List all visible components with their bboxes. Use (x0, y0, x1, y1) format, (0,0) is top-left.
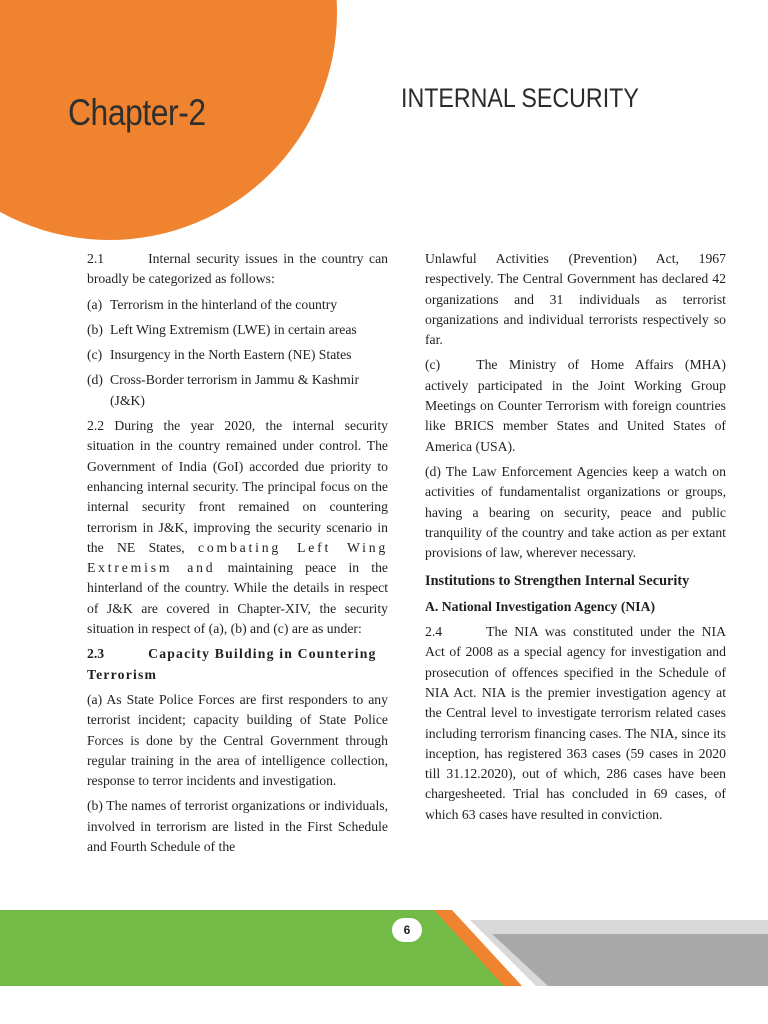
list-text: Left Wing Extremism (LWE) in certain areas (110, 321, 357, 337)
list-item (87, 295, 388, 315)
paragraph-2-2 (87, 416, 388, 639)
right-column (425, 249, 726, 830)
paragraph-d: (d) The Law Enforcement Agencies keep a watch on activities of fundamentalist organizations or groups, having a bearing on security, peace and public tranquility of the country and take action as per extant provisions of law, wherever necessary. (425, 463, 726, 561)
subsection-heading-nia: A. National Investigation Agency (NIA) (425, 598, 656, 614)
list-item (87, 345, 388, 365)
page-number: 6 (392, 918, 422, 942)
paragraph-2-1 (87, 249, 388, 290)
para-marker: (c) (425, 357, 441, 373)
para-text-spaced: combating Left Wing Extremism and (87, 539, 389, 576)
list-text: Terrorism in the hinterland of the country (110, 296, 338, 312)
list-item (87, 320, 388, 340)
list-marker: (d) (87, 372, 103, 388)
chapter-title: INTERNAL SECURITY (401, 83, 639, 113)
section-heading-2-3 (87, 644, 388, 685)
paragraph-c (425, 355, 726, 456)
list-text: Cross-Border terrorism in Jammu & Kashmir (J&K) (110, 372, 360, 408)
para-text: maintaining peace in the hinterland of the country. While the details in respect of J&K are covered in Chapter-XIV, the security situation in respect of (a), (b) and (c) are as under: (87, 560, 388, 637)
list-marker: (b) (87, 321, 103, 337)
page-bottom-margin (0, 986, 768, 1024)
list-text: Insurgency in the North Eastern (NE) States (110, 347, 352, 363)
para-text: The NIA was constituted under the NIA Act of 2008 as a special agency for investigation and prosecution of offences specified in the Schedule of NIA Act. NIA is the premier investigation agency at the Central level to investigate terrorism related cases including terrorism financing cases. The NIA, since its inception, has registered 363 cases (59 cases in 2020 till 31.12.2020), out of which, 286 cases have been chargesheeted. Trial has concluded in 69 cases, of which 63 cases have resulted in conviction. (425, 624, 726, 822)
list-marker: (a) (87, 296, 103, 312)
para-number: 2.1 (87, 251, 105, 266)
para-number: 2.4 (425, 624, 443, 640)
section-heading-institutions: Institutions to Strengthen Internal Security (425, 573, 690, 590)
list-marker: (c) (87, 347, 103, 363)
para-text: The Ministry of Home Affairs (MHA) actively participated in the Joint Working Group Meetings on Counter Terrorism with foreign countries like BRICS member States and United States of America (USA). (425, 357, 726, 454)
para-text: 2.2 During the year 2020, the internal security situation in the country remained under control. The Government of India (GoI) accorded due priority to enhancing internal security. The principal focus on the internal security front remained on countering terrorism in J&K, improving the security scenario in the NE States, (87, 418, 388, 555)
chapter-label: Chapter-2 (68, 92, 206, 133)
para-text: Internal security issues in the country can broadly be categorized as follows: (87, 251, 388, 287)
paragraph-continued: Unlawful Activities (Prevention) Act, 1967 respectively. The Central Government has declared 42 organizations and 31 individuals as terrorist organizations and individual terrorists respectively so far. (425, 251, 726, 348)
heading-text: Capacity Building in Countering Terrorism (87, 646, 377, 682)
paragraph-a: (a) As State Police Forces are first responders to any terrorist incident; capacity building of State Police Forces is done by the Central Government through regular training in the area of intelligence collection, response to terror incidents and investigation. (87, 691, 388, 789)
paragraph-b: (b) The names of terrorist organizations or individuals, involved in terrorism are listed in the First Schedule and Fourth Schedule of the (87, 798, 388, 855)
list-item (87, 370, 388, 411)
paragraph-2-4 (425, 622, 726, 825)
heading-number: 2.3 (87, 646, 105, 662)
left-column (87, 249, 388, 862)
